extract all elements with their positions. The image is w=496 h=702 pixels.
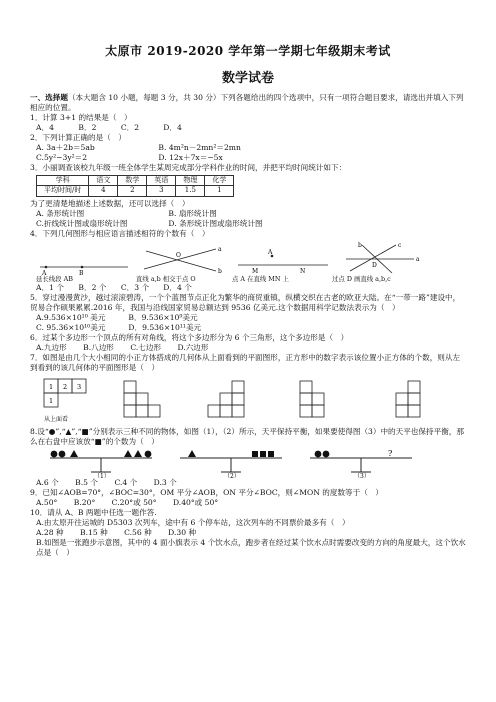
q10-b-text: B.如图是一张跑步示意图，其中的 4 面小旗表示 4 个饮水点，跑步者在经过某个饮水点时需要改变的方向的角度最大，这个饮水点是（ ）	[36, 538, 466, 558]
q7-option-c-figure	[290, 375, 378, 427]
q1-option-c: C．2	[120, 123, 140, 133]
q7-grid-number: 2	[63, 383, 68, 392]
q9-option-a: A.50°	[36, 498, 58, 508]
q1-options	[30, 123, 466, 133]
q3-option-c: C.折线统计图或扇形统计图	[36, 218, 128, 228]
q10-a-text: A.由太原开往运城的 D5303 次列车，途中有 6 个停车站，这次列车的不同票价最多有（ ）	[36, 518, 350, 528]
q3-stem: 3．小丽调查该校九年级一班全体学生某周完成部分学科作业的时间，并把平均时间统计如下：	[30, 163, 347, 173]
q4-caption-2: 直线 a,b 相交于点 O	[136, 274, 196, 283]
q10-a-option-c: C.56 种	[124, 528, 152, 538]
q4-label-line-b: b	[218, 267, 222, 275]
q8-options	[30, 478, 466, 488]
q5-option-a: A.9.536×10¹⁰ 美元	[36, 313, 106, 323]
q10-a-option-a: A.28 种	[36, 528, 64, 538]
q4-caption-1: 延长线段 AB	[36, 274, 73, 283]
q4-figure-1	[36, 247, 136, 275]
section-intro	[30, 93, 466, 113]
q7-grid-caption: 从上面看	[44, 416, 69, 424]
q8-stem: 8.设“●”,“▲”,“■”分别表示三种不同的物体，如图（1），（2）所示，天平保持平衡，如果要使得图（3）中的天平也保持平衡，那么在右盘中应该放“■”的个数为（ ）	[30, 427, 464, 447]
q7-figures	[36, 375, 466, 427]
q3-options-row2	[30, 219, 466, 229]
q4-captions	[36, 275, 466, 283]
q3-options-row1	[30, 209, 466, 219]
q5-options-row2	[30, 323, 466, 333]
q6-stem: 6．过某个多边形一个顶点的所有对角线，将这个多边形分为 6 个三角形，这个多边形是（ ）	[30, 333, 349, 343]
q3-table-header: 物理	[176, 176, 205, 186]
q3-table-header: 语文	[89, 176, 118, 186]
q4-figure-2	[136, 243, 232, 275]
q4-caption-3: 点 A 在直线 MN 上	[232, 274, 289, 283]
q3-table-header: 学科	[37, 176, 89, 186]
q8-caption-1: （1）	[94, 473, 110, 479]
q4-stem: 4．下列几何图形与相应语言描述相符的个数有（ ）	[30, 228, 210, 238]
q2-stem: 2．下列计算正确的是（ ）	[30, 133, 126, 143]
q3-follow: 为了更清楚地描述上述数据，还可以选择（ ）	[30, 198, 190, 208]
q4-caption-4: 过点 D 画直线 a,b,c	[332, 274, 391, 283]
q1-stem: 1．计算 3+1 的结果是（ ）	[30, 113, 132, 123]
q8-option-b: B.5 个	[75, 478, 99, 488]
q4-label-a3: a	[416, 255, 420, 263]
q7-grid-number: 3	[77, 383, 82, 392]
q6-option-b: B.八边形	[83, 343, 114, 353]
q6-option-d: D.六边形	[177, 343, 209, 353]
q5-option-b: B．9.536×10⁹美元	[128, 313, 198, 323]
q8-figures	[36, 448, 466, 478]
q5-stem: 5．穿过漫漫黄沙，越过滚滚碧涛，一个个蓝图节点正化为繁华的商贸重镇，纵横交织在古老的欧亚大陆。在“一带一路”建设中，贸易合作硕果累累.2016 年，我国与沿线国家贸易总额达到 9536 亿美元.这个数据用科学记数法表示为（ ）	[30, 293, 461, 313]
q8-option-d: D.3 个	[153, 478, 177, 488]
section-intro-text: （本大题含 10 小题，每题 3 分，共 30 分）下列各题给出的四个选项中，只有一项符合题目要求，请选出并填入下列相应的位置。	[30, 92, 464, 112]
q1-option-a: A．4	[36, 123, 54, 133]
q9-option-b: B.20°	[73, 498, 96, 508]
q4-option-d: D．4 个	[163, 283, 192, 293]
q2-options-row2	[30, 153, 466, 163]
q4-figures	[36, 241, 466, 275]
q4-option-c: C．3 个	[120, 283, 150, 293]
q3-table-cell: 3	[147, 186, 176, 196]
q10-a-option-d: D.30 种	[168, 528, 197, 538]
q2-option-c: C.5y²−3y²＝2	[36, 153, 88, 163]
q4-label-o: O	[176, 251, 181, 259]
q3-table-header: 化学	[205, 176, 234, 186]
q6-options	[30, 343, 466, 353]
q7-grid-number: 1	[49, 383, 54, 392]
q5-option-d: D．9.536×10¹¹美元	[128, 323, 202, 333]
q4-label-a2: A	[268, 248, 273, 256]
q4-label-n: N	[300, 267, 306, 275]
q4-figure-4	[332, 241, 432, 275]
q7-option-d-figure	[378, 375, 466, 427]
q2-options-row1	[30, 143, 466, 153]
q4-label-c: c	[398, 241, 402, 249]
q4-label-a: A	[42, 269, 47, 275]
q3-table-cell: 1.5	[176, 186, 205, 196]
q2-option-a: A. 3a＋2b＝5ab	[36, 143, 95, 153]
q10-a-options	[30, 528, 466, 538]
q3-table	[36, 175, 234, 196]
q3-table-cell: 4	[89, 186, 118, 196]
q7-top-view	[36, 375, 114, 427]
q3-option-b: B. 扇形统计图	[168, 208, 217, 218]
q7-stem: 7．如图是由几个大小相同的小正方体搭成的几何体从上面看到的平面图形，正方形中的数字表示该位置小正方体的个数，则从左到看到的该几何体的平面图形是（ ）	[30, 353, 461, 373]
q3-option-d: D. 条形统计图或扇形统计图	[168, 218, 263, 228]
q9-options	[30, 498, 466, 508]
section-heading: 一、选择题	[30, 92, 68, 102]
q3-option-a: A. 条形统计图	[36, 208, 85, 218]
q8-balance-2	[166, 448, 296, 478]
q3-table-header-row	[37, 176, 234, 186]
q4-label-b2: b	[358, 241, 362, 249]
q2-option-d: D. 12x＋7x＝−5x	[158, 153, 223, 163]
q7-grid-number: 1	[49, 397, 54, 406]
q3-table-cell: 2	[118, 186, 147, 196]
q7-option-a-figure	[114, 375, 202, 427]
q5-option-c: C. 95.36×10¹⁰美元	[36, 323, 106, 333]
q5-options-row1	[30, 313, 466, 323]
q8-option-a: A.6 个	[36, 478, 59, 488]
q8-caption-3: （3）	[354, 473, 370, 479]
q4-label-m: M	[252, 267, 259, 275]
q8-caption-2: （2）	[224, 473, 240, 479]
q2-option-b: B. 4m²n－2mn²＝2mn	[158, 143, 241, 153]
q4-label-b: B	[79, 269, 84, 275]
q3-table-header: 英语	[147, 176, 176, 186]
q3-table-cell: 平均时间/时	[37, 186, 89, 196]
q6-option-c: C.七边形	[130, 343, 162, 353]
q4-figure-3	[232, 247, 332, 275]
q4-option-b: B．2 个	[78, 283, 107, 293]
exam-subtitle: 数学试卷	[221, 70, 274, 86]
q4-label-d: D	[372, 261, 377, 269]
q3-table-cell: 1	[205, 186, 234, 196]
q10-a-option-b: B.15 种	[80, 528, 108, 538]
q9-stem: 9．已知∠AOB=70°，∠BOC=30°，OM 平分∠AOB，ON 平分∠BOC，则∠MON 的度数等于（ ）	[30, 488, 384, 498]
q8-balance-1	[36, 448, 166, 478]
q10-stem: 10．请从 A、B 两题中任选一题作答.	[30, 508, 157, 518]
q3-table-header: 数学	[118, 176, 147, 186]
q4-options	[30, 283, 466, 293]
q9-option-c: C.20°或 50°	[111, 498, 157, 508]
q1-option-b: B．2	[78, 123, 97, 133]
q4-label-line-a: a	[218, 245, 222, 253]
q6-option-a: A.九边形	[36, 343, 67, 353]
q8-balance-3	[296, 448, 426, 478]
q8-unknown-mark: ?	[388, 449, 393, 459]
q7-option-b-figure	[202, 375, 290, 427]
q8-option-c: C.4 个	[114, 478, 138, 488]
exam-title: 太原市 2019-2020 学年第一学期七年级期末考试	[105, 44, 391, 58]
q1-option-d: D．4	[163, 123, 182, 133]
q4-option-a: A．1 个	[36, 283, 64, 293]
q9-option-d: D.40°或 50°	[172, 498, 219, 508]
q3-table-row	[37, 186, 234, 196]
